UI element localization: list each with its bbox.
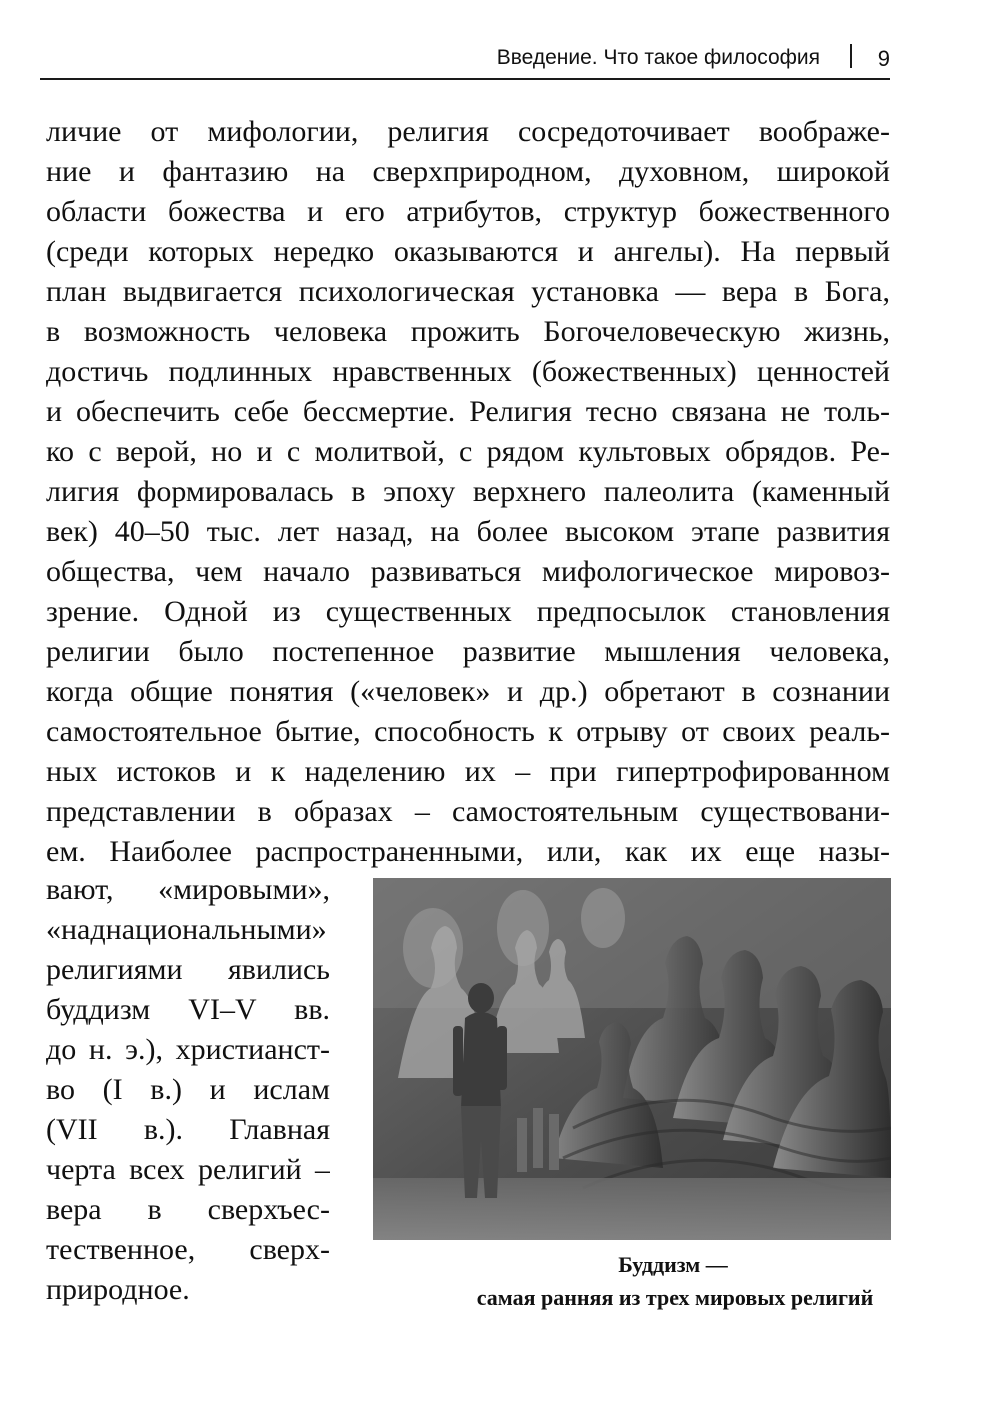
narrow-line: до н. э.), христианст- bbox=[46, 1033, 330, 1066]
buddha-statues-photo bbox=[373, 878, 891, 1240]
narrow-line: тественное, сверх- bbox=[46, 1233, 330, 1266]
narrow-line: природное. bbox=[46, 1273, 190, 1306]
header-separator bbox=[850, 44, 852, 68]
narrow-line: во (I в.) и ислам bbox=[46, 1073, 330, 1106]
narrow-line: черта всех религий – bbox=[46, 1153, 330, 1186]
body-line: области божества и его атрибутов, структур божественного bbox=[46, 195, 890, 228]
body-line: и обеспечить себе бессмертие. Религия тесно связана не толь- bbox=[46, 395, 890, 428]
body-line: зрение. Одной из существенных предпосылок становления bbox=[46, 595, 890, 628]
body-line: когда общие понятия («человек» и др.) обретают в сознании bbox=[46, 675, 890, 708]
narrow-line: религиями явились bbox=[46, 953, 330, 986]
body-line: ние и фантазию на сверхприродном, духовном, широкой bbox=[46, 155, 890, 188]
body-line: ко с верой, но и с молитвой, с рядом культовых обрядов. Ре- bbox=[46, 435, 890, 468]
body-line: (среди которых нередко оказываются и ангелы). На первый bbox=[46, 235, 890, 268]
figure-caption-title: Буддизм — bbox=[618, 1252, 728, 1277]
body-line: религии было постепенное развитие мышления человека, bbox=[46, 635, 890, 668]
narrow-line: (VII в.). Главная bbox=[46, 1113, 330, 1146]
body-line: лигия формировалась в эпоху верхнего палеолита (каменный bbox=[46, 475, 890, 508]
body-line: век) 40–50 тыс. лет назад, на более высоком этапе развития bbox=[46, 515, 890, 548]
running-header bbox=[40, 38, 890, 80]
narrow-line: вера в сверхъес- bbox=[46, 1193, 330, 1226]
figure-caption-subtitle: самая ранняя из трех мировых религий bbox=[476, 1285, 874, 1310]
body-line: ных истоков и к наделению их – при гипертрофированном bbox=[46, 755, 890, 788]
body-line: общества, чем начало развиваться мифологическое мировоз- bbox=[46, 555, 890, 588]
narrow-line: буддизм VI–V вв. bbox=[46, 993, 330, 1026]
body-line: самостоятельное бытие, способность к отрыву от своих реаль- bbox=[46, 715, 890, 748]
body-line: в возможность человека прожить Богочеловеческую жизнь, bbox=[46, 315, 890, 348]
header-title: Введение. Что такое философия bbox=[496, 46, 820, 69]
body-line: ем. Наиболее распространенными, или, как их еще назы- bbox=[46, 835, 890, 868]
body-line: план выдвигается психологическая установка — вера в Бога, bbox=[46, 275, 890, 308]
body-line: личие от мифологии, религия сосредоточивает воображе- bbox=[46, 115, 890, 148]
narrow-line: «наднациональными» bbox=[46, 913, 327, 946]
narrow-line: вают, «мировыми», bbox=[46, 873, 330, 906]
body-line: достичь подлинных нравственных (божественных) ценностей bbox=[46, 355, 890, 388]
body-line: представлении в образах – самостоятельным существовани- bbox=[46, 795, 890, 828]
page-number: 9 bbox=[877, 46, 890, 71]
